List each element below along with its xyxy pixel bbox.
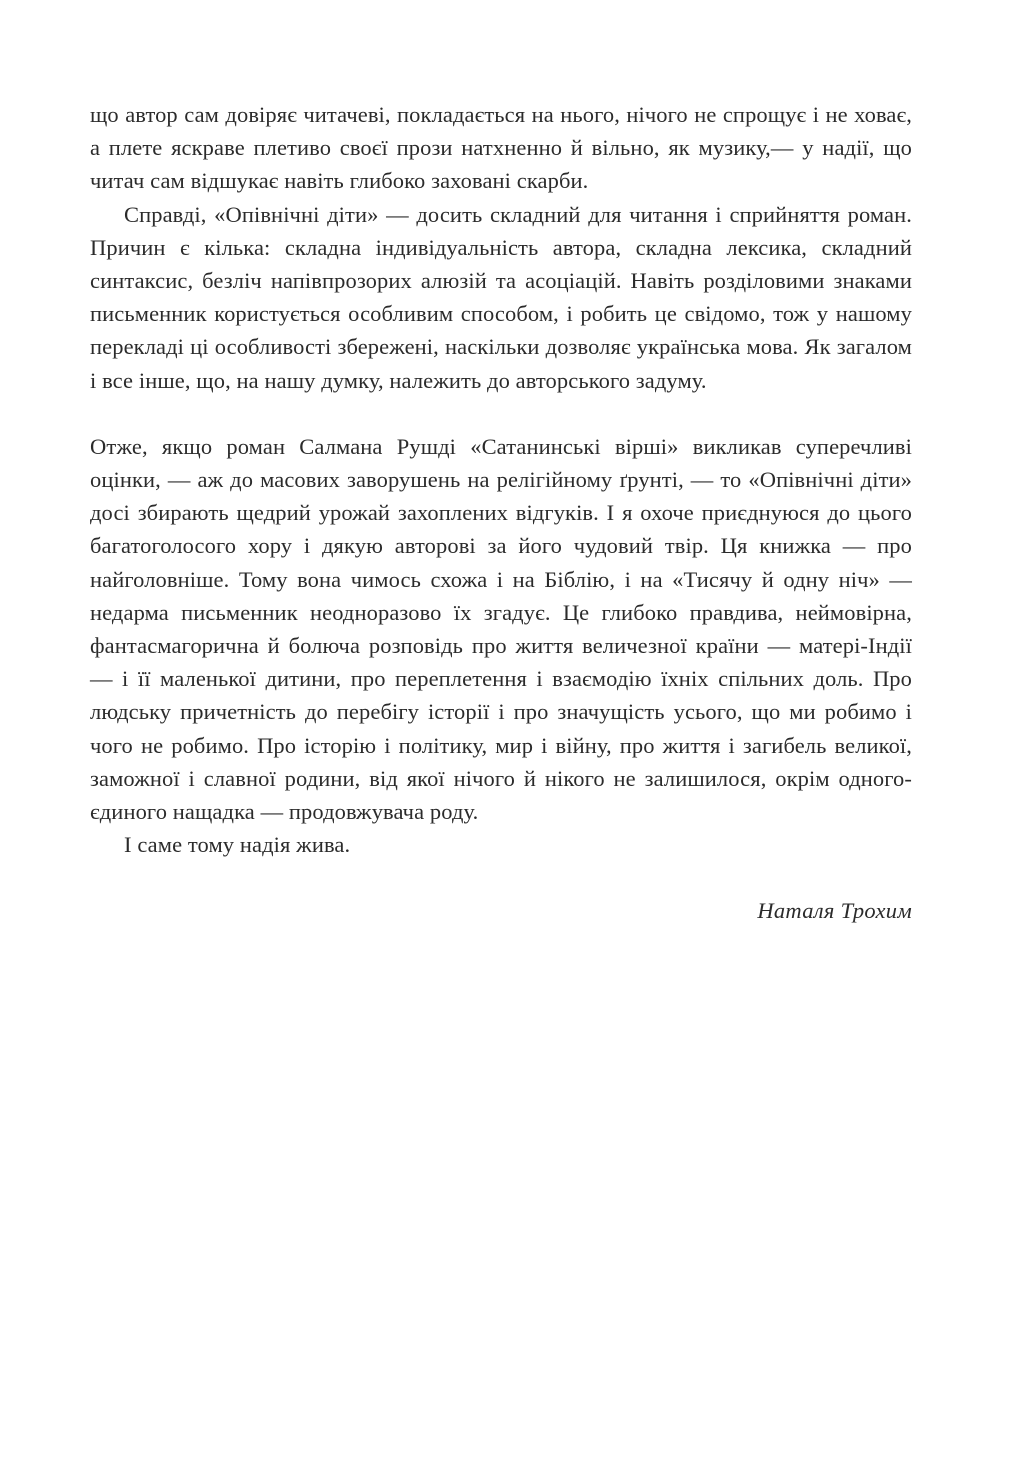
- document-page: [90, 98, 912, 927]
- paragraph-4: І саме тому надія жива.: [124, 832, 351, 858]
- paragraph-gap: [90, 397, 912, 430]
- paragraph-3: Отже, якщо роман Салмана Рушді «Сатанинські вірші» викликав суперечливі оцінки, — аж до масових заворушень на релігійному ґрунті, — то «Опівнічні діти» досі збирають щедрий урожай захоплених відгуків. І я охоче приєднуюся до цього багатоголосого хору і дякую авторові за його чудовий твір. Ця книжка — про найголовніше. Тому вона чимось схожа і на Біблію, і на «Тисячу й одну ніч» — недарма письменник неодноразово їх згадує. Це глибоко правдива, неймовірна, фантасмагорична й болюча розповідь про життя величезної країни — матері-Індії — і її маленької дитини, про переплетення і взаємодію їхніх спільних доль. Про людську причетність до перебігу історії і про значущість усього, що ми робимо і чого не робимо. Про історію і політику, мир і війну, про життя і загибель великої, заможної і славної родини, від якої нічого й нікого не залишилося, окрім одного-єдиного нащадка — продовжувача роду.: [90, 433, 912, 825]
- paragraph-2: Справді, «Опівнічні діти» — досить складний для читання і сприйняття роман. Причин є кілька: складна індивідуальність автора, складна лексика, складний синтаксис, безліч напівпрозорих алюзій та асоціацій. Навіть розділовими знаками письменник користується особливим способом, і робить це свідомо, тож у нашому перекладі ці особливості збережені, наскільки дозволяє українська мова. Як загалом і все інше, що, на нашу думку, належить до авторського задуму.: [90, 201, 912, 393]
- document-body: [90, 98, 912, 861]
- paragraph-1: що автор сам довіряє читачеві, покладається на нього, нічого не спрощує і не ховає, а плете яскраве плетиво своєї прози натхненно й вільно, як музику,— у надії, що читач сам відшукає навіть глибоко заховані скарби.: [90, 102, 912, 194]
- author-signature: Наталя Трохим: [757, 898, 912, 924]
